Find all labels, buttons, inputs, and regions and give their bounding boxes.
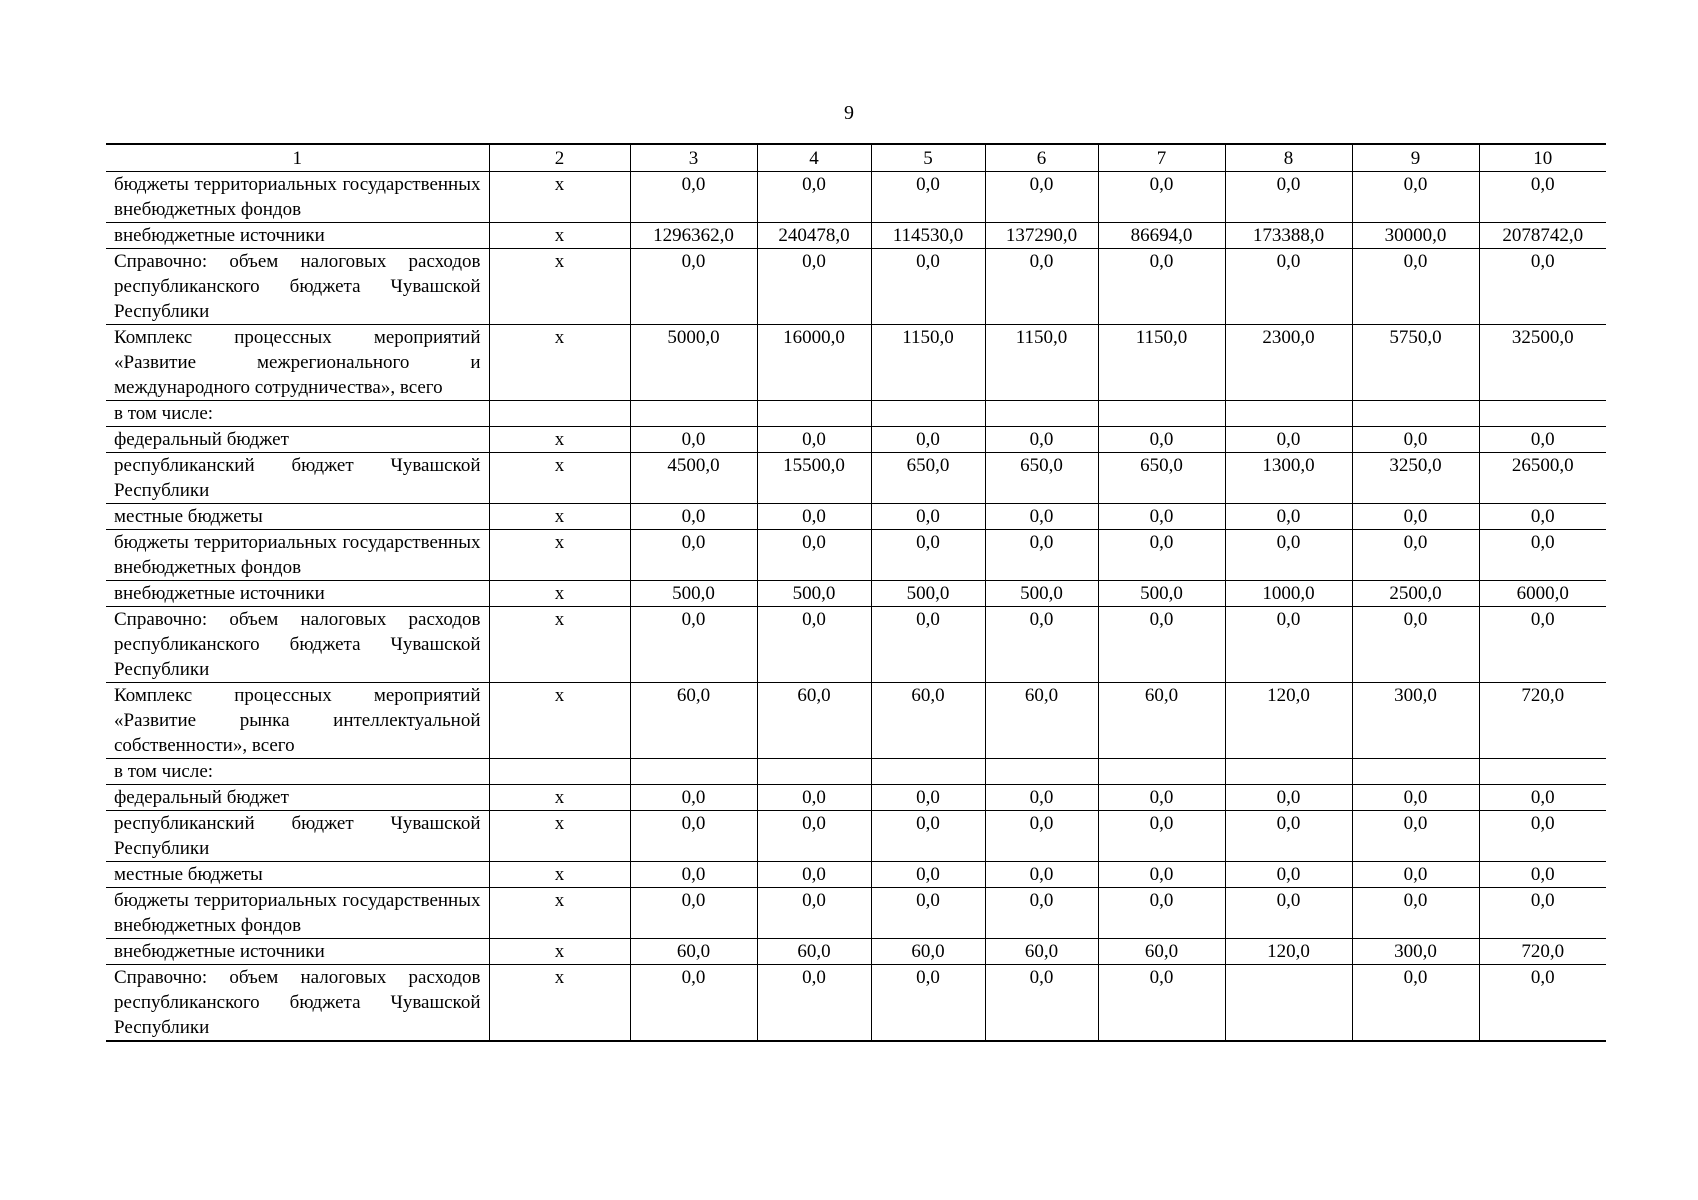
- value-cell: 0,0: [1225, 811, 1352, 862]
- column-number-header: 7: [1098, 144, 1225, 172]
- value-cell: 0,0: [985, 862, 1098, 888]
- table-row: [106, 453, 1606, 504]
- column-number-header: 4: [757, 144, 871, 172]
- value-cell: 300,0: [1352, 939, 1479, 965]
- value-cell: 0,0: [985, 965, 1098, 1042]
- column-number-header: 3: [630, 144, 757, 172]
- value-cell: 240478,0: [757, 223, 871, 249]
- value-cell: 0,0: [757, 888, 871, 939]
- value-cell: 0,0: [985, 530, 1098, 581]
- value-cell: 0,0: [1352, 427, 1479, 453]
- row-mark: х: [489, 607, 630, 683]
- row-mark: х: [489, 785, 630, 811]
- table-row: [106, 862, 1606, 888]
- value-cell: 60,0: [630, 683, 757, 759]
- value-cell: 114530,0: [871, 223, 985, 249]
- value-cell: 1150,0: [1098, 325, 1225, 401]
- value-cell: 0,0: [1225, 785, 1352, 811]
- column-number-header: 2: [489, 144, 630, 172]
- value-cell: 720,0: [1479, 939, 1606, 965]
- value-cell: 500,0: [985, 581, 1098, 607]
- value-cell: 1150,0: [871, 325, 985, 401]
- value-cell: 0,0: [1225, 530, 1352, 581]
- table-row: [106, 939, 1606, 965]
- value-cell: [871, 401, 985, 427]
- value-cell: 0,0: [630, 811, 757, 862]
- value-cell: 0,0: [630, 172, 757, 223]
- value-cell: 0,0: [1225, 427, 1352, 453]
- value-cell: 0,0: [1352, 172, 1479, 223]
- value-cell: 60,0: [757, 683, 871, 759]
- value-cell: 0,0: [985, 785, 1098, 811]
- value-cell: 0,0: [757, 785, 871, 811]
- value-cell: 0,0: [985, 888, 1098, 939]
- value-cell: 0,0: [757, 504, 871, 530]
- value-cell: [630, 401, 757, 427]
- value-cell: 16000,0: [757, 325, 871, 401]
- value-cell: 500,0: [871, 581, 985, 607]
- value-cell: 0,0: [1352, 504, 1479, 530]
- value-cell: 86694,0: [1098, 223, 1225, 249]
- table-row: [106, 811, 1606, 862]
- value-cell: 0,0: [757, 862, 871, 888]
- value-cell: 2500,0: [1352, 581, 1479, 607]
- value-cell: 0,0: [1098, 888, 1225, 939]
- value-cell: 0,0: [871, 888, 985, 939]
- value-cell: 5000,0: [630, 325, 757, 401]
- value-cell: [757, 401, 871, 427]
- column-number-header: 1: [106, 144, 489, 172]
- value-cell: 0,0: [985, 811, 1098, 862]
- value-cell: 0,0: [871, 965, 985, 1042]
- value-cell: 60,0: [985, 939, 1098, 965]
- value-cell: 0,0: [871, 172, 985, 223]
- column-number-row: [106, 144, 1606, 172]
- row-label: в том числе:: [106, 401, 489, 427]
- table-row: [106, 223, 1606, 249]
- value-cell: 0,0: [1098, 530, 1225, 581]
- value-cell: 0,0: [630, 785, 757, 811]
- row-label: Справочно: объем налоговых расходов республиканского бюджета Чувашской Республики: [106, 249, 489, 325]
- value-cell: 0,0: [871, 811, 985, 862]
- value-cell: 0,0: [757, 965, 871, 1042]
- column-number-header: 9: [1352, 144, 1479, 172]
- value-cell: [1225, 965, 1352, 1042]
- value-cell: [1225, 401, 1352, 427]
- value-cell: 0,0: [871, 504, 985, 530]
- value-cell: 500,0: [630, 581, 757, 607]
- value-cell: [1098, 759, 1225, 785]
- value-cell: 0,0: [1098, 249, 1225, 325]
- row-mark: х: [489, 504, 630, 530]
- value-cell: 0,0: [1352, 530, 1479, 581]
- table-row: [106, 607, 1606, 683]
- value-cell: 30000,0: [1352, 223, 1479, 249]
- value-cell: [757, 759, 871, 785]
- row-mark: х: [489, 862, 630, 888]
- value-cell: [1479, 401, 1606, 427]
- column-number-header: 8: [1225, 144, 1352, 172]
- value-cell: 0,0: [1098, 172, 1225, 223]
- value-cell: 0,0: [1098, 785, 1225, 811]
- value-cell: [1352, 759, 1479, 785]
- row-mark: х: [489, 581, 630, 607]
- value-cell: 0,0: [1225, 888, 1352, 939]
- value-cell: 0,0: [985, 504, 1098, 530]
- value-cell: 300,0: [1352, 683, 1479, 759]
- value-cell: 32500,0: [1479, 325, 1606, 401]
- value-cell: 60,0: [871, 939, 985, 965]
- value-cell: 650,0: [1098, 453, 1225, 504]
- row-label: бюджеты территориальных государственных внебюджетных фондов: [106, 172, 489, 223]
- value-cell: 1296362,0: [630, 223, 757, 249]
- table-row: [106, 785, 1606, 811]
- value-cell: 650,0: [871, 453, 985, 504]
- column-number-header: 5: [871, 144, 985, 172]
- value-cell: [1352, 401, 1479, 427]
- value-cell: 0,0: [1225, 504, 1352, 530]
- value-cell: 0,0: [871, 249, 985, 325]
- value-cell: 15500,0: [757, 453, 871, 504]
- value-cell: 0,0: [1098, 862, 1225, 888]
- table-row: [106, 759, 1606, 785]
- row-label: бюджеты территориальных государственных внебюджетных фондов: [106, 530, 489, 581]
- value-cell: 0,0: [1479, 811, 1606, 862]
- value-cell: 1300,0: [1225, 453, 1352, 504]
- row-label: Справочно: объем налоговых расходов республиканского бюджета Чувашской Республики: [106, 965, 489, 1042]
- value-cell: 4500,0: [630, 453, 757, 504]
- value-cell: 60,0: [1098, 939, 1225, 965]
- value-cell: 0,0: [1352, 862, 1479, 888]
- row-mark: х: [489, 811, 630, 862]
- row-mark: [489, 401, 630, 427]
- row-label: Комплекс процессных мероприятий «Развитие межрегионального и международного сотрудничества», всего: [106, 325, 489, 401]
- value-cell: 0,0: [757, 427, 871, 453]
- value-cell: 5750,0: [1352, 325, 1479, 401]
- value-cell: 0,0: [1479, 172, 1606, 223]
- value-cell: 500,0: [757, 581, 871, 607]
- table-row: [106, 325, 1606, 401]
- value-cell: 0,0: [871, 427, 985, 453]
- value-cell: 0,0: [1479, 607, 1606, 683]
- value-cell: 0,0: [1352, 249, 1479, 325]
- row-label: федеральный бюджет: [106, 785, 489, 811]
- value-cell: [1479, 759, 1606, 785]
- value-cell: 60,0: [871, 683, 985, 759]
- row-mark: х: [489, 172, 630, 223]
- row-mark: х: [489, 965, 630, 1042]
- table-row: [106, 581, 1606, 607]
- value-cell: 0,0: [1479, 504, 1606, 530]
- value-cell: 3250,0: [1352, 453, 1479, 504]
- value-cell: [1225, 759, 1352, 785]
- value-cell: 0,0: [630, 607, 757, 683]
- value-cell: 0,0: [1098, 427, 1225, 453]
- value-cell: 650,0: [985, 453, 1098, 504]
- row-label: местные бюджеты: [106, 504, 489, 530]
- row-mark: х: [489, 427, 630, 453]
- value-cell: 0,0: [871, 607, 985, 683]
- value-cell: 0,0: [630, 249, 757, 325]
- row-mark: [489, 759, 630, 785]
- row-mark: х: [489, 530, 630, 581]
- value-cell: 0,0: [630, 862, 757, 888]
- value-cell: 2300,0: [1225, 325, 1352, 401]
- value-cell: [1098, 401, 1225, 427]
- value-cell: 0,0: [1479, 785, 1606, 811]
- row-mark: х: [489, 453, 630, 504]
- row-label: Комплекс процессных мероприятий «Развитие рынка интеллектуальной собственности», всего: [106, 683, 489, 759]
- value-cell: 0,0: [1225, 862, 1352, 888]
- row-label: в том числе:: [106, 759, 489, 785]
- row-label: внебюджетные источники: [106, 581, 489, 607]
- value-cell: 60,0: [1098, 683, 1225, 759]
- row-mark: х: [489, 249, 630, 325]
- value-cell: 120,0: [1225, 939, 1352, 965]
- value-cell: 0,0: [1098, 607, 1225, 683]
- value-cell: 0,0: [1479, 888, 1606, 939]
- value-cell: 0,0: [630, 888, 757, 939]
- value-cell: 0,0: [1098, 811, 1225, 862]
- table-row: [106, 683, 1606, 759]
- value-cell: 0,0: [630, 504, 757, 530]
- value-cell: 0,0: [630, 530, 757, 581]
- budget-table: [106, 143, 1606, 1042]
- value-cell: 0,0: [1352, 785, 1479, 811]
- value-cell: 500,0: [1098, 581, 1225, 607]
- table-row: [106, 172, 1606, 223]
- row-label: федеральный бюджет: [106, 427, 489, 453]
- value-cell: 0,0: [1352, 888, 1479, 939]
- value-cell: 0,0: [985, 249, 1098, 325]
- value-cell: 0,0: [1098, 965, 1225, 1042]
- row-mark: х: [489, 223, 630, 249]
- row-mark: х: [489, 325, 630, 401]
- row-label: республиканский бюджет Чувашской Республики: [106, 453, 489, 504]
- value-cell: 0,0: [757, 811, 871, 862]
- value-cell: 60,0: [985, 683, 1098, 759]
- value-cell: 0,0: [1098, 504, 1225, 530]
- value-cell: [985, 759, 1098, 785]
- row-label: внебюджетные источники: [106, 223, 489, 249]
- table-row: [106, 965, 1606, 1042]
- value-cell: 0,0: [1479, 965, 1606, 1042]
- value-cell: 120,0: [1225, 683, 1352, 759]
- value-cell: 0,0: [630, 427, 757, 453]
- column-number-header: 6: [985, 144, 1098, 172]
- value-cell: 0,0: [1479, 427, 1606, 453]
- value-cell: 0,0: [1352, 965, 1479, 1042]
- value-cell: 0,0: [1225, 249, 1352, 325]
- value-cell: 173388,0: [1225, 223, 1352, 249]
- value-cell: 0,0: [1479, 249, 1606, 325]
- value-cell: 0,0: [985, 172, 1098, 223]
- value-cell: 0,0: [1352, 607, 1479, 683]
- row-label: местные бюджеты: [106, 862, 489, 888]
- row-label: внебюджетные источники: [106, 939, 489, 965]
- value-cell: 720,0: [1479, 683, 1606, 759]
- row-mark: х: [489, 888, 630, 939]
- value-cell: 0,0: [1225, 607, 1352, 683]
- row-mark: х: [489, 939, 630, 965]
- value-cell: 26500,0: [1479, 453, 1606, 504]
- table-body: [106, 172, 1606, 1042]
- table-row: [106, 249, 1606, 325]
- value-cell: 0,0: [630, 965, 757, 1042]
- column-number-header: 10: [1479, 144, 1606, 172]
- value-cell: 0,0: [1479, 862, 1606, 888]
- value-cell: 1000,0: [1225, 581, 1352, 607]
- value-cell: 6000,0: [1479, 581, 1606, 607]
- value-cell: 0,0: [757, 249, 871, 325]
- row-label: республиканский бюджет Чувашской Республики: [106, 811, 489, 862]
- value-cell: 0,0: [757, 530, 871, 581]
- value-cell: [985, 401, 1098, 427]
- value-cell: 60,0: [757, 939, 871, 965]
- table-row: [106, 888, 1606, 939]
- value-cell: 0,0: [871, 530, 985, 581]
- value-cell: [630, 759, 757, 785]
- value-cell: 1150,0: [985, 325, 1098, 401]
- value-cell: 0,0: [1352, 811, 1479, 862]
- value-cell: [871, 759, 985, 785]
- value-cell: 2078742,0: [1479, 223, 1606, 249]
- row-label: Справочно: объем налоговых расходов республиканского бюджета Чувашской Республики: [106, 607, 489, 683]
- row-mark: х: [489, 683, 630, 759]
- value-cell: 0,0: [871, 862, 985, 888]
- value-cell: 60,0: [630, 939, 757, 965]
- value-cell: 0,0: [757, 607, 871, 683]
- value-cell: 137290,0: [985, 223, 1098, 249]
- table-row: [106, 504, 1606, 530]
- value-cell: 0,0: [985, 607, 1098, 683]
- value-cell: 0,0: [871, 785, 985, 811]
- table-row: [106, 530, 1606, 581]
- row-label: бюджеты территориальных государственных внебюджетных фондов: [106, 888, 489, 939]
- table-row: [106, 427, 1606, 453]
- value-cell: 0,0: [985, 427, 1098, 453]
- value-cell: 0,0: [1479, 530, 1606, 581]
- page-number: 9: [844, 102, 854, 124]
- value-cell: 0,0: [1225, 172, 1352, 223]
- value-cell: 0,0: [757, 172, 871, 223]
- table-row: [106, 401, 1606, 427]
